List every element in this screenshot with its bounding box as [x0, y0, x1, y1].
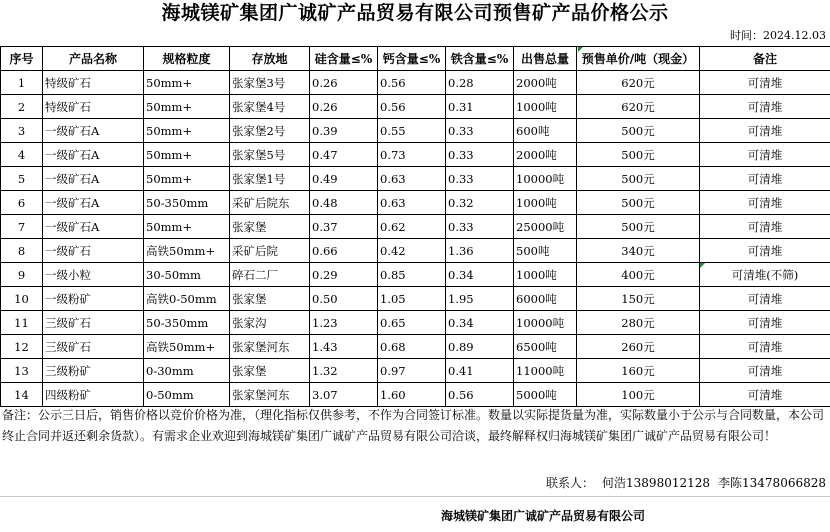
cell-remark: 可清堆 [700, 359, 830, 383]
cell-quantity: 2000吨 [514, 71, 577, 95]
cell-product: 四级粉矿 [43, 383, 144, 407]
col-header-silicon: 硅含量≤% [310, 47, 378, 71]
cell-price: 100元 [577, 383, 700, 407]
table-row [1, 239, 830, 263]
cell-remark: 可清堆 [700, 239, 830, 263]
cell-calcium: 0.73 [378, 143, 446, 167]
cell-price: 340元 [577, 239, 700, 263]
cell-silicon: 0.48 [310, 191, 378, 215]
contacts [538, 474, 826, 492]
col-header-iron: 铁含量≤% [446, 47, 514, 71]
cell-iron: 0.32 [446, 191, 514, 215]
cell-quantity: 1000吨 [514, 263, 577, 287]
cell-calcium: 0.97 [378, 359, 446, 383]
cell-location: 张家堡河东 [230, 383, 310, 407]
cell-remark: 可清堆 [700, 119, 830, 143]
cell-calcium: 0.55 [378, 119, 446, 143]
cell-calcium: 0.42 [378, 239, 446, 263]
cell-index: 1 [1, 71, 43, 95]
cell-calcium: 1.05 [378, 287, 446, 311]
cell-silicon: 0.47 [310, 143, 378, 167]
cell-index: 8 [1, 239, 43, 263]
cell-silicon: 0.50 [310, 287, 378, 311]
cell-remark: 可清堆 [700, 383, 830, 407]
cell-calcium: 0.65 [378, 311, 446, 335]
cell-remark: 可清堆 [700, 95, 830, 119]
cell-silicon: 1.43 [310, 335, 378, 359]
cell-quantity: 600吨 [514, 119, 577, 143]
cell-index: 3 [1, 119, 43, 143]
cell-size: 50mm+ [144, 95, 230, 119]
price-table [0, 46, 830, 407]
col-header-price: 预售单价/吨（现金） [577, 47, 700, 71]
table-row [1, 95, 830, 119]
cell-quantity: 1000吨 [514, 191, 577, 215]
cell-product: 一级矿石A [43, 119, 144, 143]
cell-silicon: 0.29 [310, 263, 378, 287]
cell-quantity: 6000吨 [514, 287, 577, 311]
table-row [1, 119, 830, 143]
cell-price: 500元 [577, 119, 700, 143]
cell-price: 260元 [577, 335, 700, 359]
cell-quantity: 5000吨 [514, 383, 577, 407]
notes-text: 备注：公示三日后，销售价格以竞价价格为准，（理化指标仅供参考，不作为合同签订标准。数量以实际提货量为准，实际数量小于公示与合同数量，本公司终止合同并返还剩余货款）。有需求企业欢迎到海城镁矿集团广诚矿产品贸易有限公司洽谈，最终解释权归海城镁矿集团广诚矿产品贸易有限公司！ [2, 408, 825, 443]
date-label: 时间： [730, 29, 764, 42]
cell-silicon: 0.37 [310, 215, 378, 239]
cell-remark: 可清堆 [700, 287, 830, 311]
cell-calcium: 0.63 [378, 167, 446, 191]
cell-location: 张家堡 [230, 359, 310, 383]
table-row [1, 215, 830, 239]
table-row [1, 263, 830, 287]
cell-product: 特级矿石 [43, 95, 144, 119]
cell-price: 620元 [577, 95, 700, 119]
cell-iron: 0.28 [446, 71, 514, 95]
cell-product: 一级矿石A [43, 167, 144, 191]
cell-marker-icon [578, 47, 583, 52]
cell-silicon: 1.32 [310, 359, 378, 383]
cell-calcium: 0.56 [378, 95, 446, 119]
cell-quantity: 1000吨 [514, 95, 577, 119]
contacts-label: 联系人： [546, 476, 595, 490]
cell-remark: 可清堆 [700, 71, 830, 95]
cell-remark: 可清堆 [700, 215, 830, 239]
cell-iron: 1.36 [446, 239, 514, 263]
cell-silicon: 3.07 [310, 383, 378, 407]
cell-remark: 可清堆(不筛) [700, 263, 830, 287]
cell-calcium: 0.63 [378, 191, 446, 215]
cell-location: 张家堡5号 [230, 143, 310, 167]
cell-iron: 0.33 [446, 167, 514, 191]
table-row [1, 191, 830, 215]
cell-product: 一级矿石A [43, 143, 144, 167]
cell-size: 30-50mm [144, 263, 230, 287]
cell-location: 张家沟 [230, 311, 310, 335]
cell-calcium: 0.85 [378, 263, 446, 287]
cell-location: 采矿后院东 [230, 191, 310, 215]
cell-price: 160元 [577, 359, 700, 383]
cell-silicon: 0.39 [310, 119, 378, 143]
date-row [730, 27, 826, 45]
cell-remark: 可清堆 [700, 167, 830, 191]
col-header-size: 规格粒度 [144, 47, 230, 71]
cell-index: 4 [1, 143, 43, 167]
cell-calcium: 0.68 [378, 335, 446, 359]
table-row [1, 311, 830, 335]
cell-calcium: 1.60 [378, 383, 446, 407]
cell-quantity: 11000吨 [514, 359, 577, 383]
cell-size: 50mm+ [144, 167, 230, 191]
cell-quantity: 10000吨 [514, 167, 577, 191]
cell-location: 张家堡1号 [230, 167, 310, 191]
cell-index: 2 [1, 95, 43, 119]
cell-silicon: 0.49 [310, 167, 378, 191]
cell-marker-icon [700, 263, 705, 268]
cell-index: 11 [1, 311, 43, 335]
cell-size: 50-350mm [144, 311, 230, 335]
cell-size: 50mm+ [144, 215, 230, 239]
cell-product: 一级矿石A [43, 191, 144, 215]
cell-silicon: 0.66 [310, 239, 378, 263]
table-row [1, 335, 830, 359]
cell-quantity: 10000吨 [514, 311, 577, 335]
cell-silicon: 0.26 [310, 71, 378, 95]
cell-index: 12 [1, 335, 43, 359]
cell-index: 5 [1, 167, 43, 191]
cell-remark: 可清堆 [700, 311, 830, 335]
cell-product: 一级矿石 [43, 239, 144, 263]
cell-price: 620元 [577, 71, 700, 95]
cell-location: 张家堡3号 [230, 71, 310, 95]
col-header-product: 产品名称 [43, 47, 144, 71]
cell-index: 9 [1, 263, 43, 287]
col-header-location: 存放地 [230, 47, 310, 71]
cell-size: 50mm+ [144, 143, 230, 167]
cell-quantity: 25000吨 [514, 215, 577, 239]
col-header-quantity: 出售总量 [514, 47, 577, 71]
cell-product: 特级矿石 [43, 71, 144, 95]
col-header-index: 序号 [1, 47, 43, 71]
cell-index: 13 [1, 359, 43, 383]
cell-price: 500元 [577, 167, 700, 191]
cell-size: 0-50mm [144, 383, 230, 407]
cell-iron: 0.34 [446, 263, 514, 287]
cell-location: 张家堡 [230, 215, 310, 239]
contact-person-1: 何浩13898012128 [602, 476, 711, 490]
table-row [1, 383, 830, 407]
col-header-calcium: 钙含量≤% [378, 47, 446, 71]
table-row [1, 287, 830, 311]
cell-calcium: 0.56 [378, 71, 446, 95]
cell-remark: 可清堆 [700, 143, 830, 167]
cell-size: 0-30mm [144, 359, 230, 383]
cell-location: 采矿后院 [230, 239, 310, 263]
cell-remark: 可清堆 [700, 335, 830, 359]
cell-price: 500元 [577, 215, 700, 239]
divider [0, 496, 830, 497]
cell-iron: 0.33 [446, 143, 514, 167]
cell-price: 150元 [577, 287, 700, 311]
cell-price: 280元 [577, 311, 700, 335]
cell-location: 碎石二厂 [230, 263, 310, 287]
contact-person-2: 李陈13478066828 [718, 476, 826, 490]
cell-location: 张家堡 [230, 287, 310, 311]
cell-iron: 0.34 [446, 311, 514, 335]
cell-index: 14 [1, 383, 43, 407]
cell-location: 张家堡河东 [230, 335, 310, 359]
cell-iron: 0.31 [446, 95, 514, 119]
cell-size: 高铁0-50mm [144, 287, 230, 311]
cell-size: 高铁50mm+ [144, 239, 230, 263]
cell-index: 10 [1, 287, 43, 311]
cell-silicon: 1.23 [310, 311, 378, 335]
table-row [1, 359, 830, 383]
table-header-row [1, 47, 830, 71]
cell-price: 500元 [577, 191, 700, 215]
cell-iron: 0.41 [446, 359, 514, 383]
cell-quantity: 6500吨 [514, 335, 577, 359]
cell-price: 500元 [577, 143, 700, 167]
cell-iron: 0.56 [446, 383, 514, 407]
date-value: 2024.12.03 [763, 29, 826, 42]
table-row [1, 143, 830, 167]
cell-index: 6 [1, 191, 43, 215]
cell-product: 三级粉矿 [43, 359, 144, 383]
cell-product: 一级小粒 [43, 263, 144, 287]
table-row [1, 71, 830, 95]
page-title: 海城镁矿集团广诚矿产品贸易有限公司预售矿产品价格公示 [161, 2, 669, 24]
cell-product: 三级矿石 [43, 311, 144, 335]
cell-remark: 可清堆 [700, 191, 830, 215]
footer-company: 海城镁矿集团广诚矿产品贸易有限公司 [441, 509, 646, 523]
table-row [1, 167, 830, 191]
cell-price: 400元 [577, 263, 700, 287]
cell-location: 张家堡4号 [230, 95, 310, 119]
cell-location: 张家堡2号 [230, 119, 310, 143]
cell-size: 50-350mm [144, 191, 230, 215]
col-header-remark: 备注 [700, 47, 830, 71]
cell-product: 三级矿石 [43, 335, 144, 359]
cell-iron: 0.33 [446, 119, 514, 143]
cell-size: 50mm+ [144, 71, 230, 95]
cell-silicon: 0.26 [310, 95, 378, 119]
cell-size: 50mm+ [144, 119, 230, 143]
cell-quantity: 500吨 [514, 239, 577, 263]
cell-iron: 1.95 [446, 287, 514, 311]
cell-index: 7 [1, 215, 43, 239]
cell-iron: 0.33 [446, 215, 514, 239]
cell-quantity: 2000吨 [514, 143, 577, 167]
cell-calcium: 0.62 [378, 215, 446, 239]
cell-iron: 0.89 [446, 335, 514, 359]
cell-product: 一级粉矿 [43, 287, 144, 311]
cell-product: 一级矿石A [43, 215, 144, 239]
cell-size: 高铁50mm+ [144, 335, 230, 359]
